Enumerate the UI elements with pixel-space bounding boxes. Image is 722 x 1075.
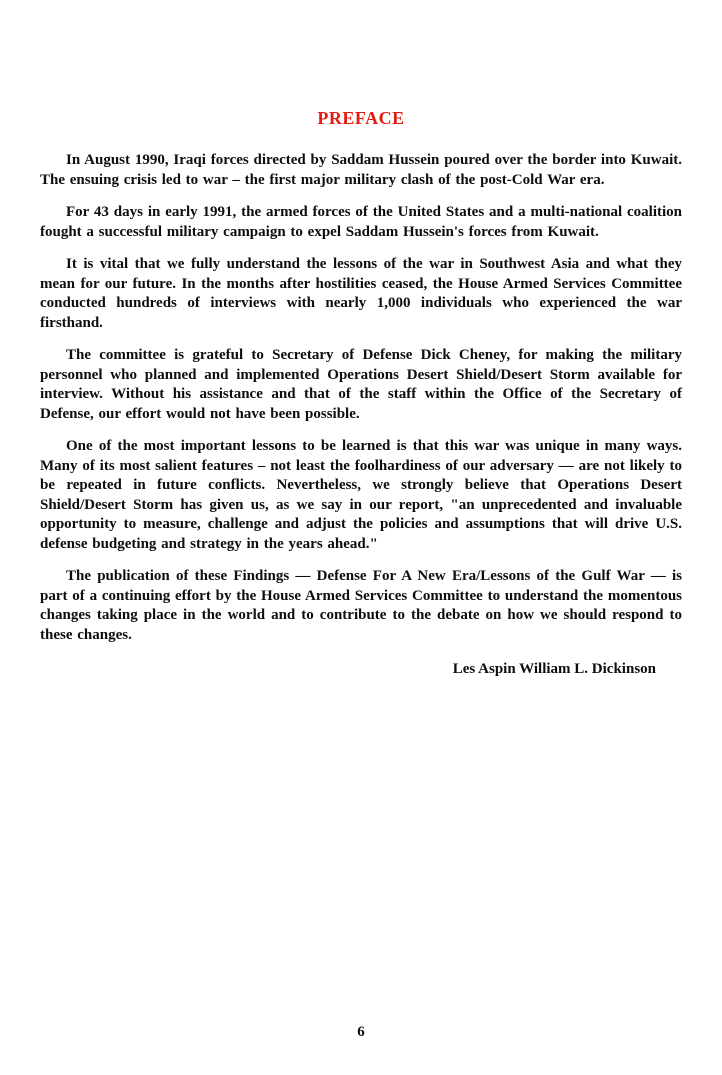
paragraph-unique-war: One of the most important lessons to be learned is that this war was unique in many ways. Many of its most salient features – not least the foolhardiness of our adversary — are not likely to be repeated in future conflicts. Nevertheless, we strongly believe that Operations Desert Shield/Desert Storm has given us, as we say in our report, "an unprecedented and invaluable opportunity to measure, challenge and adjust the policies and assumptions that will drive U.S. defense budgeting and strategy in the years ahead." <box>40 438 682 552</box>
paragraph-publication: The publication of these Findings — Defense For A New Era/Lessons of the Gulf War — is part of a continuing effort by the House Armed Services Committee to understand the momentous changes taking place in the world and to contribute to the debate on how we should respond to these changes. <box>40 568 682 643</box>
page-number: 6 <box>357 1024 365 1040</box>
page-title: PREFACE <box>317 108 405 128</box>
paragraph-intro-invasion: In August 1990, Iraqi forces directed by Saddam Hussein poured over the border into Kuwait. The ensuing crisis led to war – the first major military clash of the post-Cold War era. <box>40 152 682 188</box>
paragraph-committee-gratitude: The committee is grateful to Secretary of Defense Dick Cheney, for making the military personnel who planned and implemented Operations Desert Shield/Desert Storm available for interview. Without his assistance and that of the staff within the Office of the Secretary of Defense, our effort would not have been possible. <box>40 347 682 422</box>
signature-line: Les Aspin William L. Dickinson <box>452 661 656 677</box>
paragraph-campaign: For 43 days in early 1991, the armed forces of the United States and a multi-national coalition fought a successful military campaign to expel Saddam Hussein's forces from Kuwait. <box>40 204 682 240</box>
paragraph-lessons: It is vital that we fully understand the lessons of the war in Southwest Asia and what they mean for our future. In the months after hostilities ceased, the House Armed Services Committee conducted hundreds of interviews with nearly 1,000 individuals who experienced the war firsthand. <box>40 256 682 331</box>
